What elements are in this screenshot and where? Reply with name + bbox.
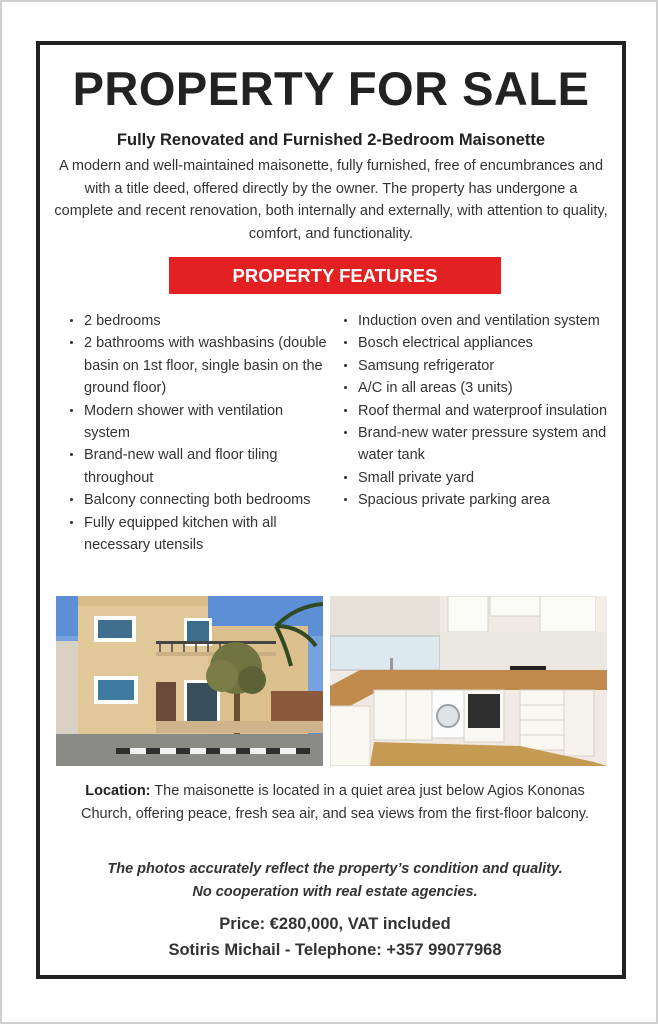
kitchen-interior-illustration bbox=[330, 596, 607, 766]
house-exterior-illustration bbox=[56, 596, 323, 766]
intro-paragraph: A modern and well-maintained maisonette, fully furnished, free of encumbrances and with a title deed, offered directly by the owner. The property has undergone a complete and recent renovation, both internally and externally, with attention to quality, comfort, and functionality. bbox=[54, 158, 608, 242]
kitchen-photo bbox=[330, 596, 607, 766]
features-list-left bbox=[66, 310, 328, 556]
disclaimer bbox=[50, 858, 620, 903]
features-list-right bbox=[340, 310, 616, 512]
feature-item: Roof thermal and waterproof insulation bbox=[340, 400, 616, 422]
flyer-frame bbox=[36, 41, 626, 979]
feature-item: Spacious private parking area bbox=[340, 489, 616, 511]
contact-block bbox=[50, 911, 620, 963]
seller-contact: Sotiris Michail - Telephone: +357 99077968 bbox=[168, 941, 502, 959]
feature-item: A/C in all areas (3 units) bbox=[340, 377, 616, 399]
feature-item: Fully equipped kitchen with all necessary utensils bbox=[66, 512, 328, 557]
location-text: The maisonette is located in a quiet area just below Agios Kononas Church, offering peace, fresh sea air, and sea views from the first-floor balcony. bbox=[80, 783, 590, 822]
disclaimer-agencies: No cooperation with real estate agencies. bbox=[192, 883, 478, 900]
feature-item: Brand-new wall and floor tiling throughout bbox=[66, 444, 328, 489]
location-paragraph bbox=[60, 780, 610, 825]
exterior-photo bbox=[56, 596, 323, 766]
feature-item: Modern shower with ventilation system bbox=[66, 400, 328, 445]
disclaimer-photos: The photos accurately reflect the property’s condition and quality. bbox=[107, 861, 563, 877]
feature-item: Bosch electrical appliances bbox=[340, 332, 616, 354]
features-heading: PROPERTY FEATURES bbox=[169, 257, 501, 294]
location-label: Location: bbox=[85, 783, 151, 799]
flyer-title: PROPERTY FOR SALE bbox=[72, 62, 590, 115]
feature-item: Induction oven and ventilation system bbox=[340, 310, 616, 332]
feature-item: Balcony connecting both bedrooms bbox=[66, 489, 328, 511]
feature-item: Samsung refrigerator bbox=[340, 355, 616, 377]
flyer-subtitle: Fully Renovated and Furnished 2-Bedroom Maisonette bbox=[116, 131, 546, 149]
price: Price: €280,000, VAT included bbox=[219, 915, 451, 933]
feature-item: Brand-new water pressure system and water tank bbox=[340, 422, 616, 467]
feature-item: 2 bathrooms with washbasins (double basin on 1st floor, single basin on the ground floor) bbox=[66, 332, 328, 399]
feature-item: 2 bedrooms bbox=[66, 310, 328, 332]
feature-item: Small private yard bbox=[340, 467, 616, 489]
